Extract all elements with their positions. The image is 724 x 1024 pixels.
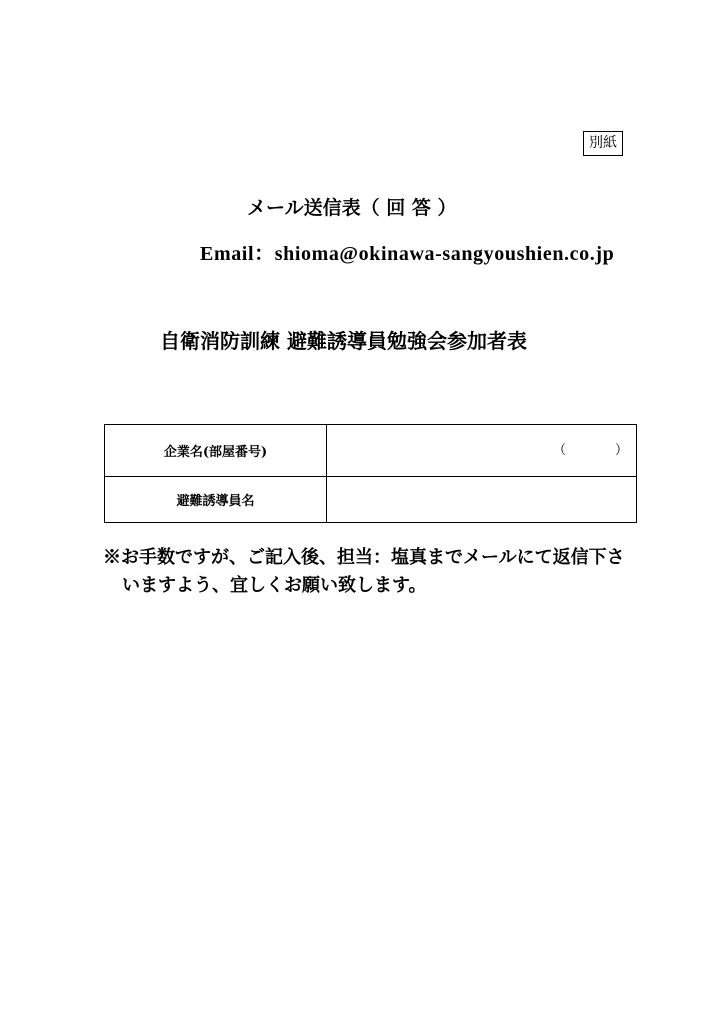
company-label: 企業名(部屋番号) xyxy=(105,425,327,476)
form-row-guide-name xyxy=(105,477,636,522)
company-value-cell xyxy=(327,425,636,476)
reply-note-line-2: いますよう、宜しくお願い致します。 xyxy=(122,575,427,596)
reply-note-line-1: ※お手数ですが、ご記入後、担当：塩真までメールにて返信下さ xyxy=(103,547,625,568)
room-number-open-paren: （ xyxy=(553,442,567,458)
reply-note xyxy=(103,544,625,600)
form-heading: 自衛消防訓練 避難誘導員勉強会参加者表 xyxy=(160,329,527,353)
form-row-company xyxy=(105,425,636,477)
participant-form-table xyxy=(104,424,637,523)
email-address: Email：shioma@okinawa-sangyoushien.co.jp xyxy=(200,243,615,265)
document-title: メール送信表（ 回 答 ） xyxy=(247,197,457,219)
room-number-close-paren: ） xyxy=(615,442,629,458)
guide-name-value-cell xyxy=(327,477,636,522)
guide-name-label: 避難誘導員名 xyxy=(105,477,327,522)
attachment-label-box: 別紙 xyxy=(583,131,623,156)
